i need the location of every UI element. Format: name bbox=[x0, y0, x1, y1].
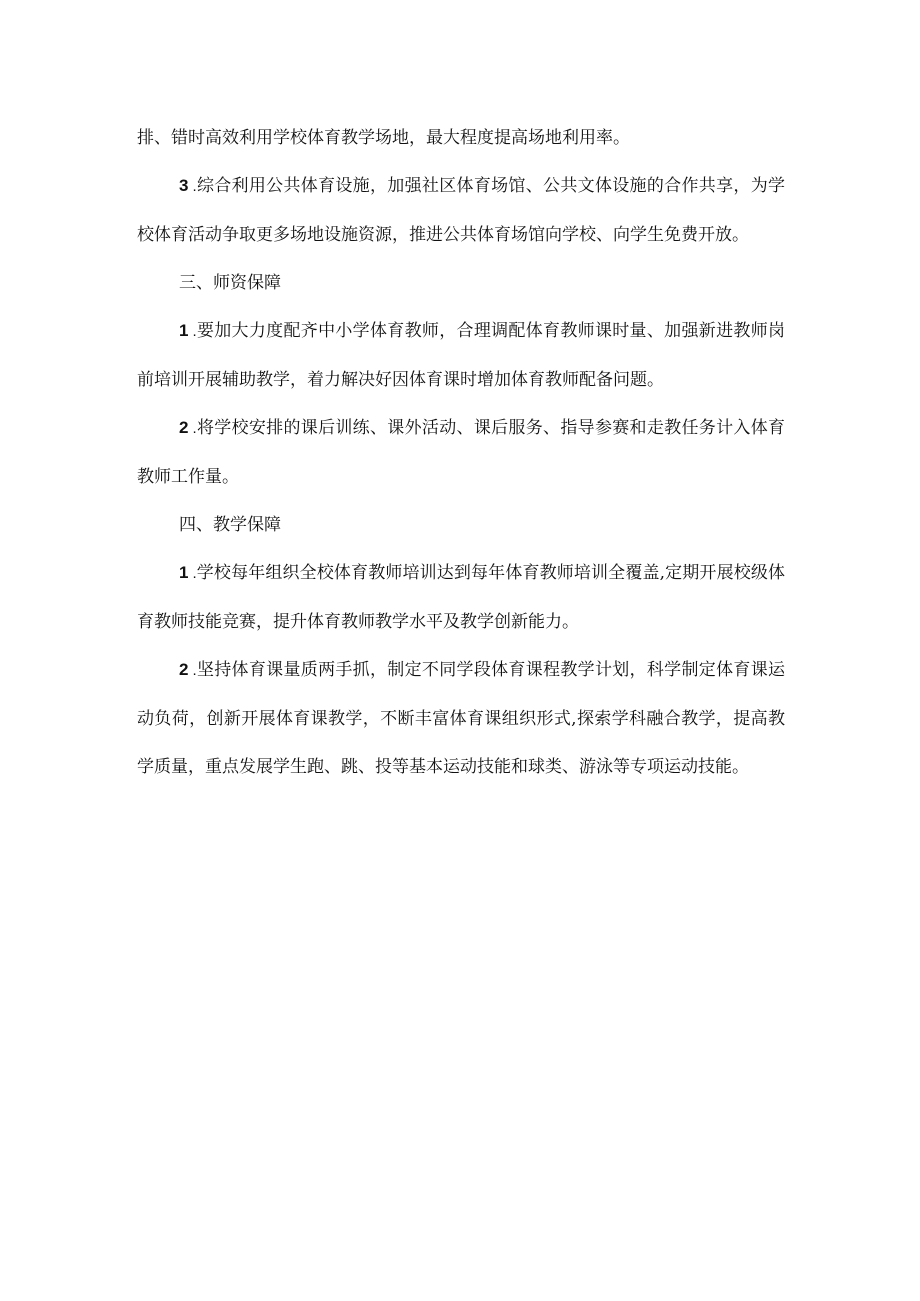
paragraph-staff-1 bbox=[137, 307, 785, 404]
section-heading-staff bbox=[137, 259, 785, 307]
item-separator: . bbox=[192, 662, 197, 679]
paragraph-item-3 bbox=[137, 162, 785, 259]
paragraph-teaching-1 bbox=[137, 549, 785, 646]
paragraph-teaching-2 bbox=[137, 646, 785, 791]
item-separator: . bbox=[192, 323, 197, 340]
item-separator: . bbox=[192, 178, 197, 195]
item-number: 2 bbox=[179, 418, 189, 437]
item-separator: . bbox=[192, 420, 197, 437]
section-heading-teaching bbox=[137, 501, 785, 549]
paragraph-text: 坚持体育课量质两手抓，制定不同学段体育课程教学计划，科学制定体育课运动负荷，创新开展体育课教学，不断丰富体育课组织形式,探索学科融合教学，提高教学质量，重点发展学生跑、跳、投等基本运动技能和球类、游泳等专项运动技能。 bbox=[137, 660, 785, 777]
paragraph-text: 学校每年组织全校体育教师培训达到每年体育教师培训全覆盖,定期开展校级体育教师技能竞赛，提升体育教师教学水平及教学创新能力。 bbox=[137, 563, 785, 632]
item-number: 3 bbox=[179, 176, 189, 195]
item-number: 1 bbox=[179, 563, 189, 582]
paragraph-text: 排、错时高效利用学校体育教学场地，最大程度提高场地利用率。 bbox=[137, 128, 630, 148]
paragraph-continuation bbox=[137, 114, 785, 162]
paragraph-text: 要加大力度配齐中小学体育教师，合理调配体育教师课时量、加强新进教师岗前培训开展辅助教学，着力解决好因体育课时增加体育教师配备问题。 bbox=[137, 321, 785, 390]
paragraph-staff-2 bbox=[137, 404, 785, 501]
heading-text: 三、师资保障 bbox=[179, 273, 281, 293]
paragraph-text: 将学校安排的课后训练、课外活动、课后服务、指导参赛和走教任务计入体育教师工作量。 bbox=[137, 418, 785, 487]
item-number: 2 bbox=[179, 660, 189, 679]
item-separator: . bbox=[192, 565, 197, 582]
heading-text: 四、教学保障 bbox=[179, 515, 281, 535]
paragraph-text: 综合利用公共体育设施，加强社区体育场馆、公共文体设施的合作共享，为学校体育活动争取更多场地设施资源，推进公共体育场馆向学校、向学生免费开放。 bbox=[137, 176, 785, 245]
document-body bbox=[137, 114, 785, 791]
item-number: 1 bbox=[179, 321, 189, 340]
